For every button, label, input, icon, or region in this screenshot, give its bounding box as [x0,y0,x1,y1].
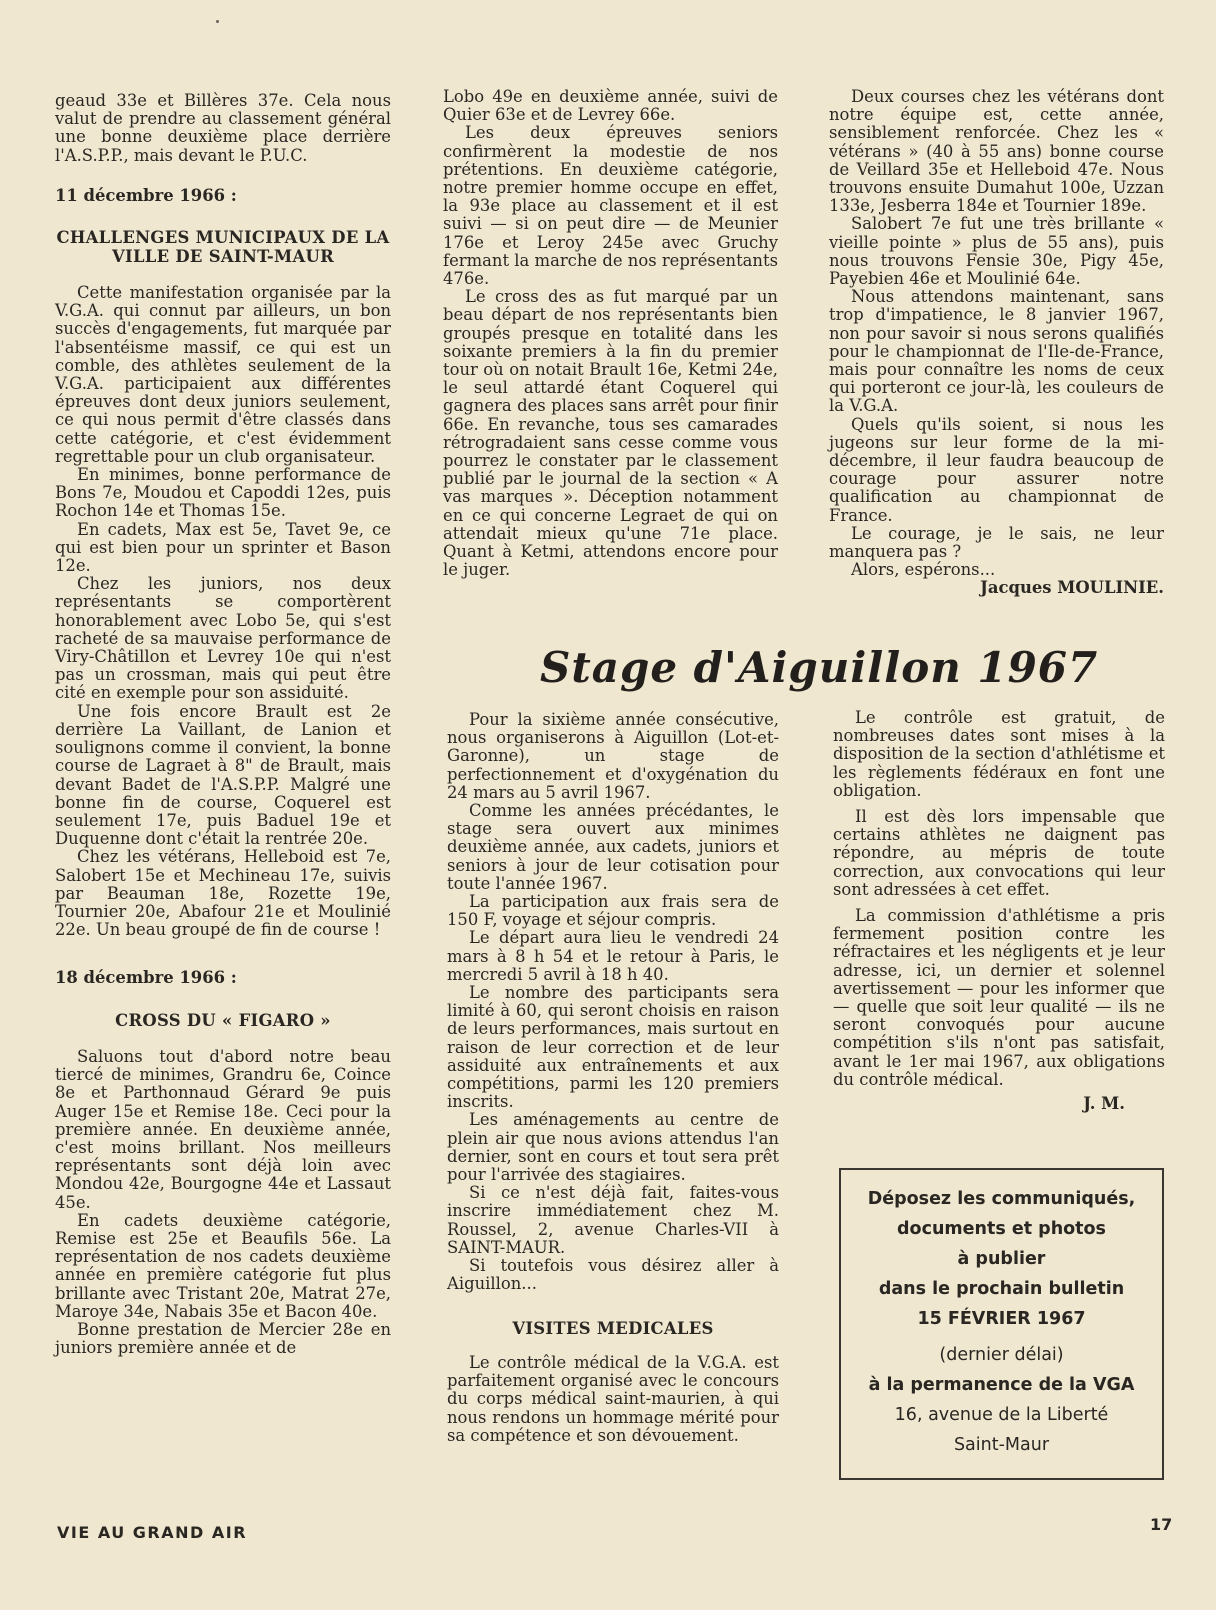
notice-line: à publier [957,1249,1046,1269]
paragraph: Les deux épreuves seniors confirmèrent la modestie de nos prétentions. En deuxième catégorie, notre premier homme occupe en effet, la 93e place au classement et il est suivi — si on peut dire — de Meunier 176e et Leroy 245e avec Gruchy fermant la marche de nos représentants 476e. [443,123,778,289]
paragraph: Deux courses chez les vétérans dont notre équipe est, cette année, sensiblement renforcée. Chez les « vétérans » (40 à 55 ans) bonne course de Veillard 35e et Helleboid 47e. Nous trouvons ensuite Dumahut 100e, Uzzan 133e, Jesberra 184e et Tournier 189e. [829,87,1164,216]
page-number: 17 [1150,1515,1173,1534]
paragraph: En cadets deuxième catégorie, Remise est 25e et Beaufils 56e. La représentation de nos cadets deuxième année en première catégorie fut plus brillante avec Tristant 20e, Matrat 27e, Maroye 34e, Nabais 35e et Bacon 40e. [55,1210,391,1321]
paragraph: Saluons tout d'abord notre beau tiercé de minimes, Grandru 6e, Coince 8e et Parthonnaud Gérard 9e puis Auger 15e et Remise 18e. Ceci pour la première année. En deuxième année, c'est moins brillant. Nos meilleurs représentants sont déjà loin avec Mondou 42e, Bourgogne 44e et Lassaut 45e. [55,1047,391,1212]
paragraph: Le cross des as fut marqué par un beau départ de nos représentants bien groupés presque en totalité dans les soixante premiers à la fin du premier tour où on notait Brault 16e, Ketmi 24e, le seul attardé étant Coquerel qui gagnera des places sans arrêt pour finir 66e. En revanche, tous ses camarades rétrogradaient sans cesse comme vous pourrez le constater par le classement publié par le journal de la section « A vas marques ». Déception notamment en ce qui concerne Legraet de qui on attendait mieux qu'une 71e place. Quant à Ketmi, attendons encore pour le juger. [443,287,778,580]
notice-line: 16, avenue de la Liberté [894,1405,1109,1425]
print-mark [216,20,219,23]
paragraph: Quels qu'ils soient, si nous les jugeons sur leur forme de la mi-décembre, il leur faudra beaucoup de courage pour assurer notre qualification au championnat de France. [829,414,1164,525]
notice-line: à la permanence de la VGA [868,1375,1135,1395]
notice-line: 15 FÉVRIER 1967 [917,1309,1086,1329]
paragraph: En cadets, Max est 5e, Tavet 9e, ce qui est bien pour un sprinter et Bason 12e. [55,519,391,576]
article-headline: Stage d'Aiguillon 1967 [540,643,1099,692]
section-heading: VISITES MEDICALES [512,1318,714,1338]
paragraph: Bonne prestation de Mercier 28e en juniors première année et de [55,1320,391,1358]
notice-line: dans le prochain bulletin [878,1279,1125,1299]
author-signature: J. M. [1083,1094,1125,1114]
paragraph: Une fois encore Brault est 2e derrière La Vaillant, de Lanion et soulignons comme il convient, la bonne course de Lagraet à 8" de Brault, mais devant Badet de l'A.S.P.P. Malgré une bonne fin de course, Coquerel est seulement 17e, puis Baduel 19e et Duquenne dont c'était la rentrée 20e. [55,701,391,849]
paragraph: Cette manifestation organisée par la V.G.A. qui connut par ailleurs, un bon succès d'engagements, fut marquée par l'absentéisme massif, ce qui est un comble, des athlètes seulement de la V.G.A. participaient aux différentes épreuves dont deux juniors seulement, ce qui nous permit d'être classés dans cette catégorie, et c'est évidemment regrettable pour un club organisateur. [55,283,391,466]
paragraph: Comme les années précédantes, le stage sera ouvert aux minimes deuxième année, aux cadets, juniors et seniors à jour de leur cotisation pour toute l'année 1967. [447,801,779,893]
paragraph: Si ce n'est déjà fait, faites-vous inscrire immédiatement chez M. Roussel, 2, avenue Charles-VII à SAINT-MAUR. [447,1183,779,1257]
section-date: 18 décembre 1966 : [55,968,237,988]
paragraph: Alors, espérons... [851,560,996,580]
magazine-name: VIE AU GRAND AIR [57,1523,248,1542]
paragraph: Le départ aura lieu le vendredi 24 mars à 8 h 54 et le retour à Paris, le mercredi 5 avril à 18 h 40. [447,928,779,984]
paragraph: Le courage, je le sais, ne leur manquera pas ? [829,523,1164,562]
column-1 [55,92,391,1357]
author-signature: Jacques MOULINIE. [980,578,1164,598]
paragraph: Si toutefois vous désirez aller à Aiguillon... [447,1256,779,1294]
paragraph: geaud 33e et Billères 37e. Cela nous valut de prendre au classement général une bonne deuxième place derrière l'A.S.P.P., mais devant le P.U.C. [55,91,391,165]
paragraph: Nous attendons maintenant, sans trop d'impatience, le 8 janvier 1967, non pour savoir si nous serons qualifiés pour le championnat de l'Ile-de-France, mais pour connaître les noms de ceux qui porteront ce jour-là, les couleurs de la V.G.A. [829,287,1164,416]
paragraph: Chez les juniors, nos deux représentants se comportèrent honorablement avec Lobo 5e, qui s'est racheté de sa mauvaise performance de Viry-Châtillon et Levrey 10e qui n'est pas un crossman, mais qui peut être cité en exemple pour son assiduité. [55,574,391,703]
paragraph: Le contrôle est gratuit, de nombreuses dates sont mises à la disposition de la section d'athlétisme et les règlements fédéraux en font une obligation. [833,708,1165,800]
section-heading: CROSS DU « FIGARO » [115,1010,331,1030]
column-4 [447,711,779,1445]
notice-line: documents et photos [897,1219,1106,1239]
paragraph: Lobo 49e en deuxième année, suivi de Quier 63e et de Levrey 66e. [443,87,778,125]
column-5 [833,709,1165,1113]
notice-line: Déposez les communiqués, [867,1189,1136,1209]
paragraph: Chez les vétérans, Helleboid est 7e, Salobert 15e et Mechineau 17e, suivis par Beauman 18e, Rozette 19e, Tournier 20e, Abafour 21e et Moulinié 22e. Un beau groupé de fin de course ! [55,847,391,940]
paragraph: Le nombre des participants sera limité à 60, qui seront choisis en raison de leurs performances, mais surtout en raison de leur correction et de leur assiduité aux entraînements et aux compétitions, parmi les 120 premiers inscrits. [447,983,779,1112]
paragraph: La participation aux frais sera de 150 F, voyage et séjour compris. [447,892,779,930]
paragraph: Pour la sixième année consécutive, nous organiserons à Aiguillon (Lot-et-Garonne), un stage de perfectionnement et d'oxygénation du 24 mars au 5 avril 1967. [447,710,779,802]
column-3 [829,88,1164,598]
notice-line: (dernier délai) [939,1345,1064,1365]
section-heading: CHALLENGES MUNICIPAUX DE LA VILLE DE SAINT-MAUR [56,228,390,266]
notice-line: Saint-Maur [953,1435,1050,1455]
paragraph: Le contrôle médical de la V.G.A. est parfaitement organisé avec le concours du corps médical saint-maurien, à qui nous rendons un hommage mérité pour sa compétence et son dévouement. [447,1353,779,1445]
paragraph: Il est dès lors impensable que certains athlètes ne daignent pas répondre, au mépris de toute correction, aux convocations qui leur sont adressées à cet effet. [833,807,1165,899]
section-date: 11 décembre 1966 : [55,185,237,205]
paragraph: Les aménagements au centre de plein air que nous avions attendus l'an dernier, sont en cours et tout sera prêt pour l'arrivée des stagiaires. [447,1110,779,1185]
paragraph: La commission d'athlétisme a pris fermement position contre les réfractaires et les négligents et je leur adresse, ici, un dernier et solennel avertissement — pour les informer que — quelle que soit leur qualité — ils ne seront convoqués pour aucune compétition s'ils n'ont pas satisfait, avant le 1er mai 1967, aux obligations du contrôle médical. [833,906,1165,1089]
paragraph: En minimes, bonne performance de Bons 7e, Moudou et Capoddi 12es, puis Rochon 14e et Thomas 15e. [55,465,391,521]
column-2 [443,88,778,579]
paragraph: Salobert 7e fut une très brillante « vieille pointe » plus de 55 ans), puis nous trouvons Fensie 30e, Pigy 45e, Payebien 46e et Moulinié 64e. [829,214,1164,289]
notice-box [839,1168,1164,1480]
